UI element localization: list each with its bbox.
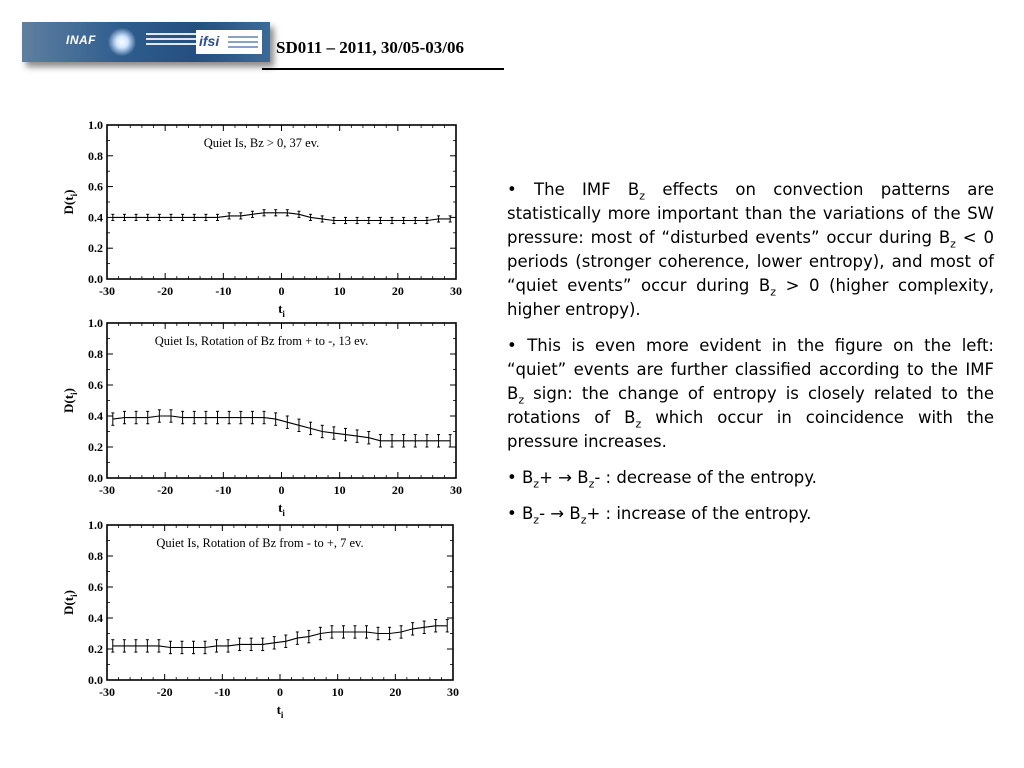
x-tick-label: -30 <box>99 284 115 298</box>
y-tick-label: 0.6 <box>88 179 103 194</box>
y-tick-label: 0.2 <box>88 440 103 454</box>
x-axis-label <box>278 301 285 319</box>
x-tick-label: 10 <box>333 284 346 298</box>
x-tick-label: 0 <box>278 284 285 298</box>
y-axis-label-end: ) <box>61 388 76 393</box>
y-tick-label: 0.0 <box>88 673 103 687</box>
bullet-text: + <box>539 468 559 487</box>
bullet-item <box>507 178 994 322</box>
x-tick-label: 30 <box>450 483 462 497</box>
subscript-text: z <box>533 513 540 527</box>
bullet-item <box>507 502 994 526</box>
y-tick-label: 0.8 <box>88 148 103 163</box>
arrow-right-icon: → <box>550 504 565 523</box>
x-tick-label: -10 <box>215 483 232 497</box>
plot-annotation: Quiet Is, Rotation of Bz from + to -, 13 ev. <box>154 334 369 348</box>
y-tick-label: 0.2 <box>88 642 103 656</box>
y-tick-label: 1.0 <box>88 316 103 330</box>
bullet-text: + : increase of the entropy. <box>586 504 812 523</box>
y-tick-label: 0.6 <box>88 580 103 594</box>
y-tick-label: 0.2 <box>88 241 103 256</box>
plot-annotation: Quiet Is, Rotation of Bz from - to +, 7 ev. <box>156 536 364 550</box>
x-tick-label: 30 <box>450 284 462 298</box>
bullet-item <box>507 466 994 490</box>
bullet-text: sign: the change of entropy is closely related to the rotations of B <box>507 384 994 427</box>
y-tick-label: 0.6 <box>88 378 103 392</box>
x-tick-label: 30 <box>447 685 459 699</box>
x-tick-label: 0 <box>278 483 285 497</box>
y-tick-label: 0.4 <box>88 409 103 423</box>
subscript-text: z <box>950 237 956 251</box>
inaf-logo: INAF <box>66 33 96 47</box>
bullet-text: B <box>571 468 589 487</box>
bullet-text: - <box>539 504 551 523</box>
banner-light-decoration <box>108 28 136 56</box>
data-series-line <box>113 626 447 648</box>
x-tick-label: -30 <box>99 685 115 699</box>
x-axis-label-main: t <box>278 301 283 316</box>
y-tick-label: 0.0 <box>88 272 103 286</box>
header-logo-banner <box>22 22 270 62</box>
subscript-text: z <box>588 477 595 491</box>
x-tick-label: -20 <box>157 284 174 298</box>
subscript-text: z <box>533 477 540 491</box>
x-axis-label-main: t <box>278 500 283 515</box>
x-tick-label: 0 <box>277 685 283 699</box>
subscript-text: z <box>639 189 646 203</box>
x-tick-label: 20 <box>391 483 404 497</box>
bullet-text: • The IMF B <box>507 180 640 199</box>
bullet-list <box>507 178 994 538</box>
x-axis-label-main: t <box>276 702 281 717</box>
bullet-text: > 0 (higher complexity, higher entropy). <box>507 276 994 319</box>
x-axis-label-sub: i <box>282 508 285 518</box>
bullet-text: • This is even more evident in the figure on the left: “quiet” events are further classified according to the IMF B <box>507 336 994 403</box>
ifsi-logo-box <box>196 30 262 54</box>
x-tick-label: 10 <box>331 685 344 699</box>
x-tick-label: -30 <box>99 483 115 497</box>
x-axis-label-sub: i <box>280 710 284 720</box>
bullet-text: B <box>564 504 581 523</box>
y-axis-label-sub: i <box>69 594 79 597</box>
data-series-line <box>113 213 450 221</box>
y-axis-label-sub: i <box>69 392 79 395</box>
subscript-text: z <box>518 393 525 407</box>
data-series-line <box>113 416 450 441</box>
bullet-text: which occur in coincidence with the pressure increases. <box>507 408 995 451</box>
subscript-text: z <box>635 417 642 431</box>
bullet-text: < 0 periods (stronger coherence, lower entropy), and most of “quiet events” occur during B <box>507 228 994 295</box>
x-tick-label: 10 <box>333 483 346 497</box>
x-axis-label <box>278 500 285 518</box>
x-tick-label: 20 <box>391 284 404 298</box>
y-tick-label: 1.0 <box>88 518 103 532</box>
bullet-text: • B <box>507 504 534 523</box>
ifsi-logo: ifsi <box>199 33 220 49</box>
chart-panel-1 <box>61 118 462 319</box>
x-tick-label: -20 <box>157 483 174 497</box>
bullet-text: - : decrease of the entropy. <box>594 468 817 487</box>
y-axis-label-sub: i <box>69 193 79 197</box>
x-tick-label: -10 <box>214 685 231 699</box>
y-tick-label: 0.4 <box>88 611 103 625</box>
subscript-text: z <box>580 513 587 527</box>
ifsi-institute-text <box>228 36 258 51</box>
bullet-text: • B <box>507 468 534 487</box>
chart-panel-2 <box>61 316 462 518</box>
x-tick-label: -20 <box>156 685 173 699</box>
chart-panel-3 <box>61 518 459 720</box>
subscript-text: z <box>770 285 776 299</box>
y-tick-label: 1.0 <box>88 118 103 132</box>
y-tick-label: 0.8 <box>88 549 103 563</box>
x-tick-label: -10 <box>215 284 232 298</box>
plot-annotation: Quiet Is, Bz > 0, 37 ev. <box>203 136 320 150</box>
y-axis-label-end: ) <box>61 189 76 194</box>
x-axis-label <box>277 702 284 720</box>
entropy-charts-figure <box>50 112 470 724</box>
bullet-text: effects on convection patterns are statistically more important than the variations of the SW pressure: most of “disturbed events” occur during B <box>507 180 994 247</box>
y-tick-label: 0.0 <box>88 471 103 485</box>
slide-title: SD011 – 2011, 30/05-03/06 <box>276 38 464 57</box>
y-tick-label: 0.8 <box>88 347 103 361</box>
y-axis-label <box>61 388 79 413</box>
y-axis-label-main: D(t <box>61 394 76 413</box>
y-tick-label: 0.4 <box>88 210 103 225</box>
arrow-right-icon: → <box>558 468 572 487</box>
y-axis-label <box>61 190 79 215</box>
bullet-item <box>507 334 994 454</box>
y-axis-label-end: ) <box>61 590 76 595</box>
y-axis-label <box>61 590 79 615</box>
y-axis-label-main: D(t <box>61 196 76 215</box>
y-axis-label-main: D(t <box>61 596 76 615</box>
x-axis-label-sub: i <box>282 309 285 319</box>
x-tick-label: 20 <box>389 685 402 699</box>
title-underline <box>262 68 504 70</box>
